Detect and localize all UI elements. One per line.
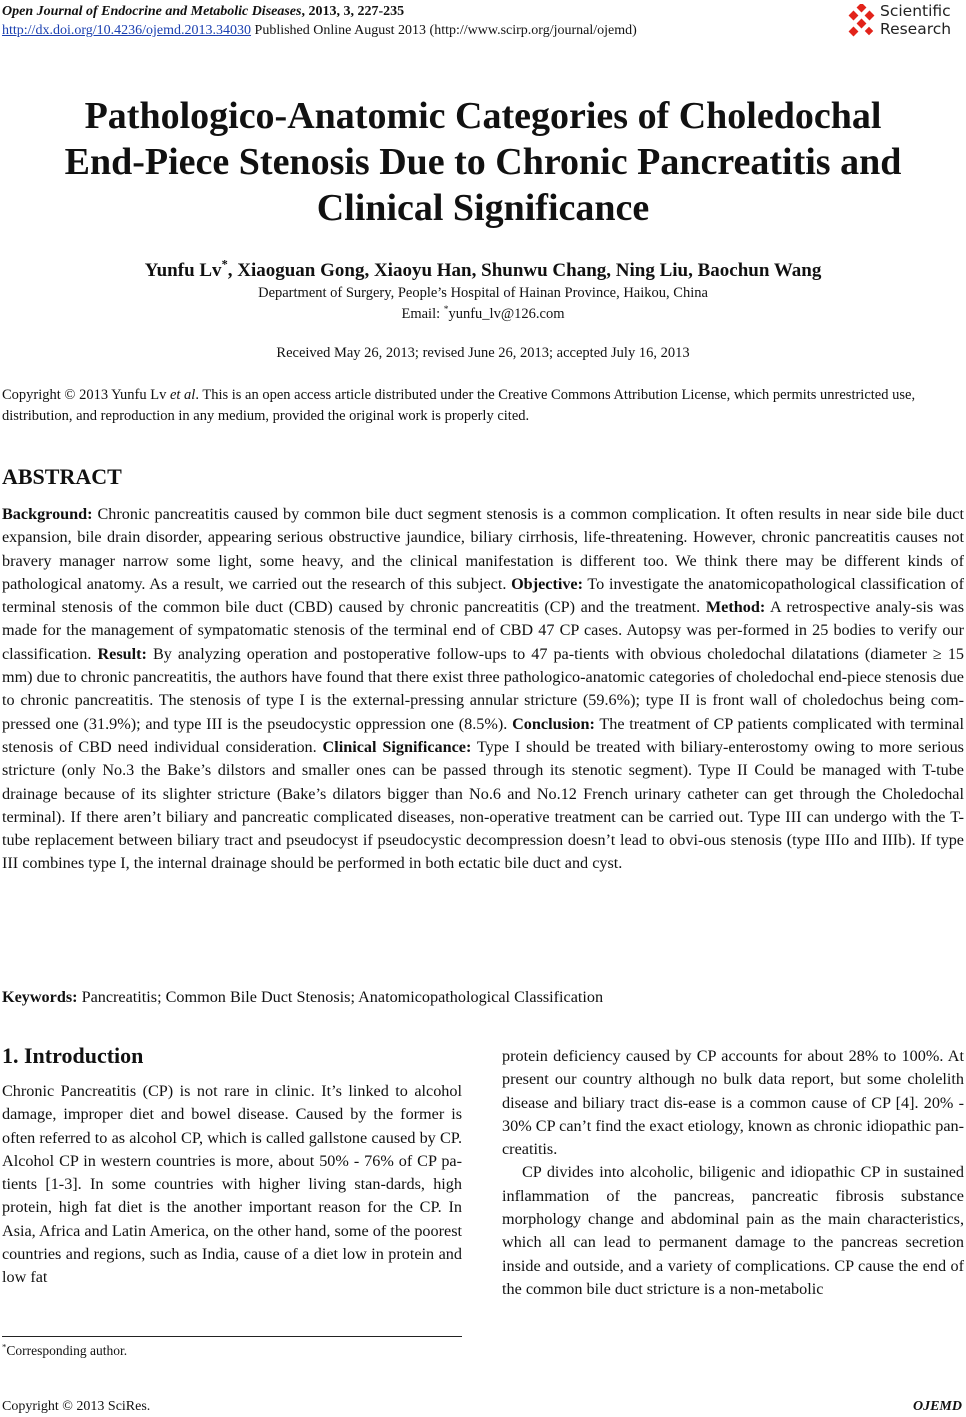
paper-title — [0, 93, 966, 231]
logo-line-2: Research — [880, 20, 952, 38]
copyright-notice — [2, 385, 964, 427]
keywords-label: Keywords: — [2, 988, 78, 1006]
copyright-etal: et al — [169, 387, 196, 403]
method-label: Method: — [705, 598, 766, 617]
email-mark: * — [443, 305, 449, 316]
copyright-part-1: Copyright © 2013 Yunfu Lv — [2, 387, 170, 403]
journal-volume: , 2013, 3, 227-235 — [301, 4, 405, 19]
journal-name: Open Journal of Endocrine and Metabolic Diseases — [2, 4, 302, 19]
footer-copyright: Copyright © 2013 SciRes. — [2, 1399, 151, 1414]
corresponding-mark: * — [221, 257, 228, 272]
footnote — [2, 1342, 127, 1360]
result-label: Result: — [97, 644, 147, 663]
logo-line-1: Scientific — [880, 2, 951, 20]
intro-right-column — [502, 1045, 964, 1301]
significance-label: Clinical Significance: — [322, 737, 472, 756]
section-heading-introduction: 1. Introduction — [2, 1043, 144, 1068]
significance-text: Type I should be treated with biliary-enterostomy owing to more serious stricture (only No.3 the Bake’s dilstors and smaller ones can be passed through its stenotic segment). Type II Could be managed with T-tube drainage because of its slighter stricture (Bake’s dilators bigger than No.6 and No.12 French urinary catheter can get through the Choledochal terminal). If there aren’t biliary and pancreatic complicated diseases, non-operative treatment can be carried out. Type III can undergo with the T-tube replacement between biliary tract and pseudocyst if pseudocystic decompression doesn’t lead to obvi-ous stenosis (type IIIo and IIIb). If type III combines type I, the internal drainage should be performed in both ectatic bile duct and cyst. — [2, 737, 964, 873]
doi-link[interactable]: http://dx.doi.org/10.4236/ojemd.2013.34030 — [2, 23, 252, 38]
keywords-text: Pancreatitis; Common Bile Duct Stenosis; Anatomicopathological Classification — [77, 988, 604, 1006]
method-text: A retrospective analy-sis was made for the management of sympatomatic stenosis of the terminal end of CBD 47 CP cases. Autopsy was per-formed in 25 bodies to verify our classification. — [2, 598, 964, 663]
other-authors: , Xiaoguan Gong, Xiaoyu Han, Shunwu Chang, Ning Liu, Baochun Wang — [227, 260, 822, 281]
intro-left-column: Chronic Pancreatitis (CP) is not rare in clinic. It’s linked to alcohol damage, improper diet and bowel disease. Caused by the former is often referred to as alcohol CP, which is called gallstone caused by CP. Alcohol CP in western countries is more, about 50% - 76% of CP pa-tients [1-3]. In some countries with higher living stan-dards, high protein, high fat diet is the another important reason for the CP. In Asia, Africa and Latin America, on the other hand, some of the poorest countries and regions, such as India, cause of a diet low in protein and low fat — [2, 1082, 462, 1287]
keywords — [2, 986, 964, 1009]
abstract-heading: ABSTRACT — [2, 464, 122, 489]
result-text: By analyzing operation and postoperative follow-ups to 47 pa-tients with obvious choledochal dilatations (diameter ≥ 15 mm) due to chronic pancreatitis, the authors have found that there exist three pathologico-anatomic categories of choledochal end-piece stenosis due to chronic pancreatitis. The stenosis of type I is the external-pressing annular stricture (59.6%); type II is front wall of choledochus being com-pressed one (31.9%); and type III is the pseudocystic oppression one (8.5%). — [2, 644, 965, 733]
email-address: yunfu_lv@126.com — [448, 306, 565, 322]
first-author: Yunfu Lv — [144, 260, 222, 281]
author-list — [0, 259, 966, 283]
footnote-mark: * — [2, 1341, 7, 1352]
intro-paragraph-2: CP divides into alcoholic, biligenic and idiopathic CP in sustained inflammation of the pancreas, pancreatic fibrosis substance morphology change and abdominal pain as the main characteristics, which all can lead to permanent damage to the pancreas secretion inside and outside, and a variety of complications. CP cause the end of the common bile duct stricture is a non-metabolic — [502, 1163, 964, 1298]
author-email — [0, 305, 966, 324]
email-label: Email: — [401, 306, 444, 322]
objective-label: Objective: — [511, 574, 584, 593]
footer-journal-abbrev: OJEMD — [912, 1399, 962, 1414]
conclusion-text: The treatment of CP patients complicated with terminal stenosis of CBD need individual consideration. — [2, 714, 964, 756]
affiliation: Department of Surgery, People’s Hospital of Hainan Province, Haikou, China — [258, 285, 708, 301]
publisher-logo — [846, 2, 964, 42]
footnote-text: Corresponding author. — [6, 1343, 128, 1358]
title-line-2: End-Piece Stenosis Due to Chronic Pancreatitis and — [64, 141, 902, 183]
abstract-body — [2, 503, 964, 876]
copyright-part-2: . This is an open access article distributed under the Creative Commons Attribution License, which permits unrestricted use, distribution, and reproduction in any medium, provided the original work is properly cited. — [2, 387, 916, 424]
published-info: Published Online August 2013 (http://www.scirp.org/journal/ojemd) — [251, 23, 637, 38]
title-line-1: Pathologico-Anatomic Categories of Choledochal — [84, 95, 882, 137]
intro-paragraph-1: protein deficiency caused by CP accounts for about 28% to 100%. At present our country although no bulk data report, but some cholelith disease and biliary tract dis-ease is a common cause of CP [4]. 20% - 30% CP can’t find the exact etiology, known as chronic idiopathic pan-creatitis. — [502, 1047, 964, 1159]
journal-header — [2, 2, 832, 40]
received-dates: Received May 26, 2013; revised June 26, 2013; accepted July 16, 2013 — [276, 345, 690, 361]
objective-text: To investigate the anatomicopathological classification of terminal stenosis of the common bile duct (CBD) caused by chronic pancreatitis (CP) and the treatment. — [2, 574, 964, 617]
title-line-3: Clinical Significance — [316, 187, 650, 229]
footnote-divider — [2, 1336, 462, 1337]
publisher-logo-icon — [846, 4, 878, 38]
conclusion-label: Conclusion: — [512, 714, 595, 733]
background-text: Chronic pancreatitis caused by common bile duct segment stenosis is a common complication. It often results in near side bile duct expansion, bile drain disorder, appearing serious obstructive jaundice, biliary cirrhosis, life-threatening. However, chronic pancreatitis causes not bravery manager narrow some light, some heavy, and the clinical manifestation is different too. We think there may be different kinds of pathological anatomy. As a result, we carried out the research of this subject. — [2, 505, 964, 593]
background-label: Background: — [2, 505, 93, 523]
